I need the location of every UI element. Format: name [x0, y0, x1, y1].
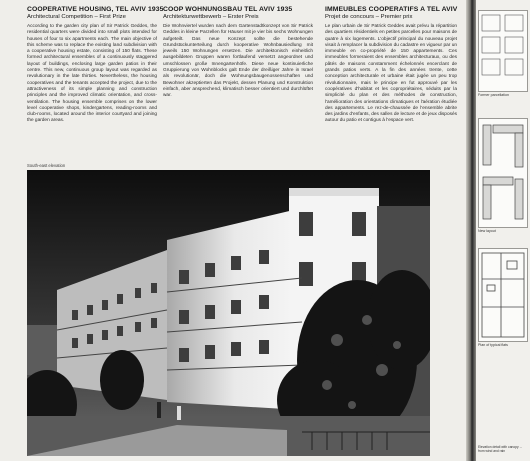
french-body: Le plan urbain de Sir Patrick Geddes avait prévu la répartition des quartiers résidentiels en petites parcelles pour maisons de quatre à six logements. L'objectif principal du nouveau projet visait à remplacer la subdivision du cadastre en vigueur par un immeuble en co-propriété de 150 appartements. Ces immeubles formeraient des ensembles architecturaux, ou des pâtés de maisons constamment échelonnés encerclant de grands patios verts. A la fin des années trente, cette conception architecturale et urbaine était jugée un peu trop révolutionnaire, mais le principe en fut approuvé par les coopératives d'habitat et les copropriétaires, séduits par la simplicité du plan et des méthodes de construction, l'amélioration des orientations climatiques et l'aération étudiée des appartements. Le rez-de-chaussée de l'ensemble abrite des jardins d'enfants, des salles de lecture et de jeux disposés autour du patio et contigus à l'espace vert. [325, 24, 457, 124]
typical-flats-plan [478, 248, 528, 342]
english-heading: COOPERATIVE HOUSING, TEL AVIV 1935 [27, 6, 164, 13]
english-subheading: Architectural Competition – First Prize [27, 14, 126, 20]
french-subheading: Projet de concours – Premier prix [325, 14, 413, 20]
building-photo [27, 170, 430, 456]
typical-flats-label: Plan of typical flats [478, 343, 508, 347]
typical-flats-drawing [479, 249, 527, 341]
german-heading: COOP WOHNUNGSBAU TEL AVIV 1935 [163, 6, 293, 13]
former-parcellation-label: Former parcellation [478, 93, 509, 97]
french-heading: IMMEUBLES COOPERATIFS A TEL AVIV [325, 6, 458, 13]
german-column [163, 6, 313, 100]
building-photo-drawing [27, 170, 430, 456]
german-subheading: Architekturwettbewerb – Erster Preis [163, 14, 259, 20]
former-parcellation-drawing [479, 11, 527, 91]
former-parcellation-plan [478, 10, 528, 92]
new-layout-label: New layout [478, 229, 496, 233]
new-layout-plan [478, 118, 528, 228]
english-body: According to the garden city plan of Sir Patrick Geddes, the residential quarters were divided into small plots intended for houses of four to six apartments each. The main objective of this scheme was to replace the existing land subdivision with a cooperative housing estate, consisting of 150 flats. These formed architectural ensembles of a continuously staggered layout of buildings, enclosing large garden patios in their centre. This new, continuous group layout was regarded as revolutionary in the late thirties. Nevertheless, the housing cooperatives and the tenants accepted the project, due to the attractiveness of its simple planning and construction principles and the improved climatic orientation, and cross-ventilation. The housing ensemble comprises on the lower level cooperative shops, kindergartens, reading-rooms and club-rooms, located around the interior courtyard and joining the garden areas. [27, 24, 157, 124]
new-layout-drawing [479, 119, 527, 227]
english-column [27, 6, 164, 125]
elevation-detail-label: Elevation detail with canopy ... from wind and rain [478, 445, 523, 453]
photo-caption: South-east elevation [27, 163, 66, 168]
german-body: Die Wohnviertel wurden nach dem Gartenstadtkonzept von Sir Patrick Geddes in kleine Parzellen für Häuser mit je vier bis sechs Wohnungen aufgeteilt. Das neue Konzept sollte die bestehende Grundstückunterteilung durch kooperative Wohnbausiedlung mit jeweils 150 Wohnungen ersetzen. Die architektonisch einheitlich ausgebildeten Gruppen waren fortlaufend versetzt angeordnet und umschlossen große Innengartenhöfe. Diese neue kontinuierliche Gruppierung von Wohnblocks galt Ende der dreißiger Jahre in Israel als revolutionär, doch die Wohnungsbaugenossenschaften und Bewohner akzeptierten das Projekt, dessen Planung und Konstruktion einfach, aber ansprechend, klimatisch besser orientiert und durchlüftet war. [163, 24, 313, 99]
french-column [325, 6, 457, 125]
right-page [476, 0, 530, 461]
book-gutter [466, 0, 476, 461]
